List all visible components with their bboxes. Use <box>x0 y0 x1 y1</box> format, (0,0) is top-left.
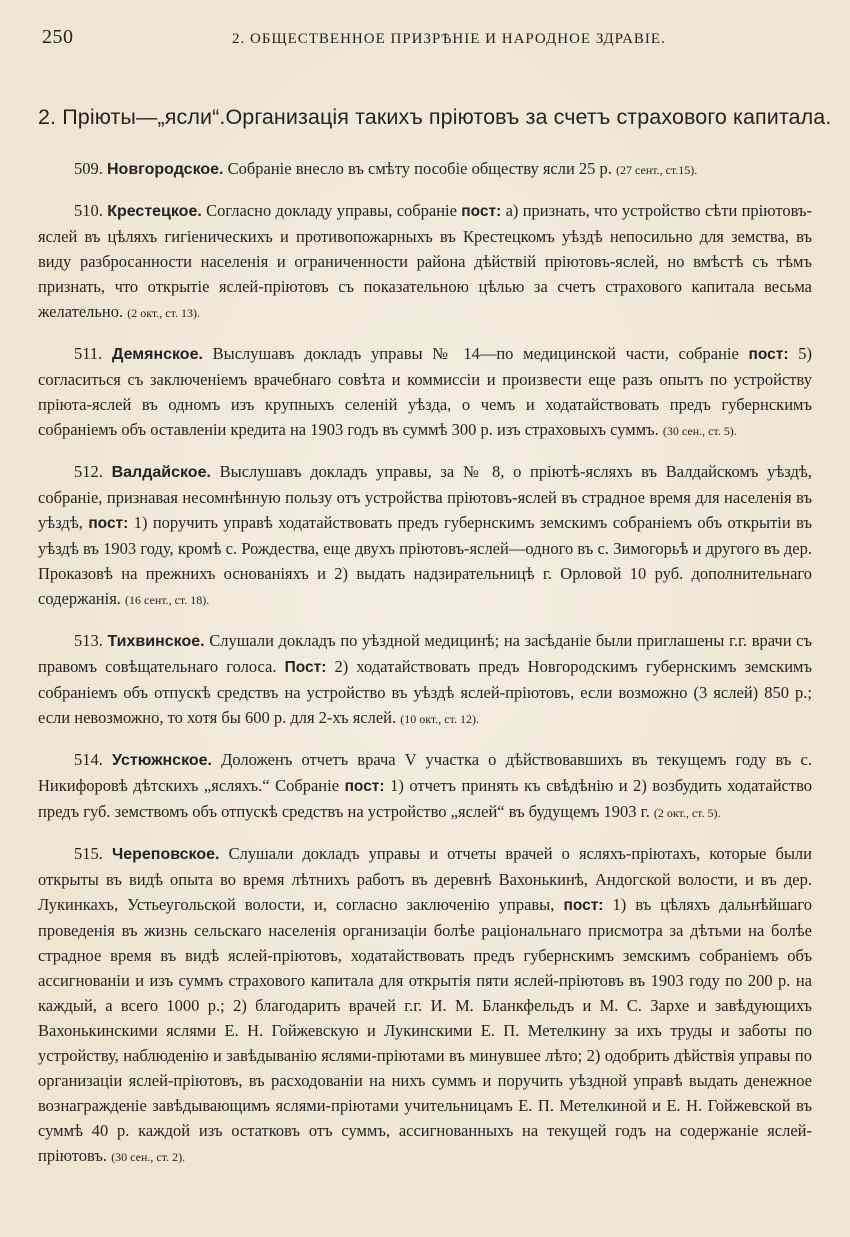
entry-reference: (16 сент., ст. 18). <box>125 593 210 607</box>
entry-510 <box>38 198 812 326</box>
resolution-marker: Пост: <box>284 659 327 676</box>
entry-intro: Слушали докладъ управы и отчеты врачей о ясляхъ-пріютахъ, которые были открыты въ видѣ опыта во время лѣтнихъ работъ въ деревнѣ Вахонькинѣ, Андогской волости, и въ дер. Лукинкахъ, Устьеугольской волости, и, согласно заключенію управы, <box>38 844 812 914</box>
entry-text: 5) согласиться съ заключеніемъ врачебнаго совѣта и коммиссіи и произвести еще разъ опытъ по устройству пріюта-яслей въ одномъ изъ крупныхъ селеній уѣзда, о чемъ и ходатайствовать предъ губернскимъ собраніемъ объ оставленіи кредита на 1903 годъ въ суммѣ 300 р. изъ страховыхъ суммъ. <box>38 344 813 439</box>
entry-text: 2) ходатайствовать предъ Новгородскимъ губернскимъ земскимъ собраніемъ объ отпускѣ средствъ на устройство въ уѣздѣ яслей-пріютовъ, если возможно (3 яслей) 850 р.; если невозможно, то хотя бы 600 р. для 2-хъ яслей. <box>38 657 812 727</box>
resolution-marker: пост: <box>88 515 129 532</box>
entry-514 <box>38 747 812 826</box>
running-head <box>38 26 812 54</box>
entry-reference: (10 окт., ст. 12). <box>400 712 479 726</box>
entries-list <box>38 156 812 1170</box>
entry-text: 1) поручить управѣ ходатайствовать предъ губернскимъ земскимъ собраніемъ объ открытіи въ уѣздѣ въ 1903 году, кромѣ с. Рождества, еще двухъ пріютовъ-яслей—одного въ с. Зимогорьѣ и другого въ дер. Проказовѣ на прежнихъ основаніяхъ и 2) выдать надзирательницѣ г. Орловой 10 руб. дополнительнаго содержанія. <box>38 513 813 608</box>
entry-reference: (27 сент., ст.15). <box>616 163 698 177</box>
entry-text: 1) отчетъ принять къ свѣдѣнію и 2) возбудить ходатайство предъ губ. земствомъ объ отпускѣ средствъ на устройство „яслей“ въ будущемъ 1903 г. <box>38 776 813 821</box>
entry-intro: Выслушавъ докладъ управы № 14—по медицинской части, собраніе <box>212 344 739 363</box>
entry-text: 1) въ цѣляхъ дальнѣйшаго проведенія въ жизнь сельскаго населенія организаціи болѣе раціональнаго присмотра за дѣтьми на болѣе страдное время въ видѣ яслей-пріютовъ, ходатайствовать предъ губернскимъ земскимъ собраніемъ объ ассигнованіи и изъ суммъ страхового капитала для открытія пяти яслей-пріютовъ въ 1903 году по 200 р. на каждый, а всего 1000 р.; 2) благодарить врачей г.г. И. М. Бланкфельдъ и М. С. Зархе и завѣдующихъ Вахонькинскими яслями Е. Н. Гойжевскую и Лукинскими Е. П. Метелкину за ихъ труды и заботы по устройству, наблюденію и завѣдыванію яслями-пріютами въ минувшее лѣто; 2) одобрить дѣйствія управы по организаціи яслей-пріютовъ, въ расходованіи на нихъ суммъ и поручить уѣздной управѣ выдать денежное вознагражденіе завѣдывающимъ яслями-пріютами учительницамъ Е. П. Метелкиной и Е. Н. Гойжевской въ суммѣ 40 р. каждой изъ остатковъ отъ суммъ, ассигнованныхъ на текущей годъ на содержаніе яслей-пріютовъ. <box>38 895 812 1165</box>
entry-text: а) признать, что устройство сѣти пріютовъ-яслей въ цѣляхъ гигіеническихъ и противопожарныхъ въ Крестецкомъ уѣздѣ непосильно для земства, въ виду разбросанности населенія и ограниченности района дѣйствій пріютовъ-яслей, но вмѣстѣ съ тѣмъ признать, что открытіе яслей-пріютовъ съ показательною цѣлью за счетъ страхового капитала весьма желательно. <box>38 201 813 321</box>
entry-number: 515. <box>74 844 103 863</box>
resolution-marker: пост: <box>461 203 502 220</box>
entry-intro: Собраніе внесло въ смѣту пособіе обществу ясли 25 р. <box>227 159 612 178</box>
district-name: Устюжнское. <box>112 752 212 769</box>
resolution-marker: пост: <box>563 897 604 914</box>
entry-intro: Согласно докладу управы, собраніе <box>206 201 457 220</box>
entry-509 <box>38 156 812 183</box>
entry-number: 509. <box>74 159 103 178</box>
district-name: Валдайское. <box>111 464 211 481</box>
entry-number: 512. <box>74 462 103 481</box>
entry-511 <box>38 341 812 444</box>
entry-intro: Слушали докладъ по уѣздной медицинѣ; на засѣданіе были приглашены г.г. врачи съ правомъ совѣщательнаго голоса. <box>38 631 813 676</box>
entry-515 <box>38 841 812 1170</box>
district-name: Тихвинское. <box>107 633 205 650</box>
entry-intro: Выслушавъ докладъ управы, за № 8, о пріютѣ-ясляхъ въ Валдайскомъ уѣздѣ, собраніе, признавая несомнѣнную пользу отъ устройства пріютовъ-яслей въ страдное время для населенія въ уѣздѣ, <box>38 462 813 532</box>
entry-reference: (30 сен., ст. 5). <box>662 424 737 438</box>
running-title: 2. ОБЩЕСТВЕННОЕ ПРИЗРѢНІЕ И НАРОДНОЕ ЗДРАВІЕ. <box>232 31 666 47</box>
entry-513 <box>38 628 812 732</box>
entry-number: 510. <box>74 201 103 220</box>
entry-number: 514. <box>74 750 103 769</box>
entry-number: 511. <box>74 344 103 363</box>
resolution-marker: пост: <box>344 778 385 795</box>
entry-number: 513. <box>74 631 103 650</box>
page-number: 250 <box>42 26 74 48</box>
entry-reference: (2 окт., ст. 13). <box>127 306 200 320</box>
district-name: Крестецкое. <box>107 203 202 220</box>
entry-reference: (2 окт., ст. 5). <box>653 806 721 820</box>
resolution-marker: пост: <box>748 346 789 363</box>
district-name: Новгородское. <box>107 161 224 178</box>
section-title: 2. Пріюты—„ясли“.Организація такихъ пріютовъ за счетъ страхового капитала. <box>38 105 832 129</box>
district-name: Демянское. <box>111 346 203 363</box>
entry-intro: Доложенъ отчетъ врача V участка о дѣйствовавшихъ въ текущемъ году въ с. Никифоровѣ дѣтскихъ „ясляхъ.“ Собраніе <box>38 750 812 795</box>
entry-512 <box>38 459 812 613</box>
entry-reference: (30 сен., ст. 2). <box>111 1150 186 1164</box>
district-name: Череповское. <box>111 846 220 863</box>
